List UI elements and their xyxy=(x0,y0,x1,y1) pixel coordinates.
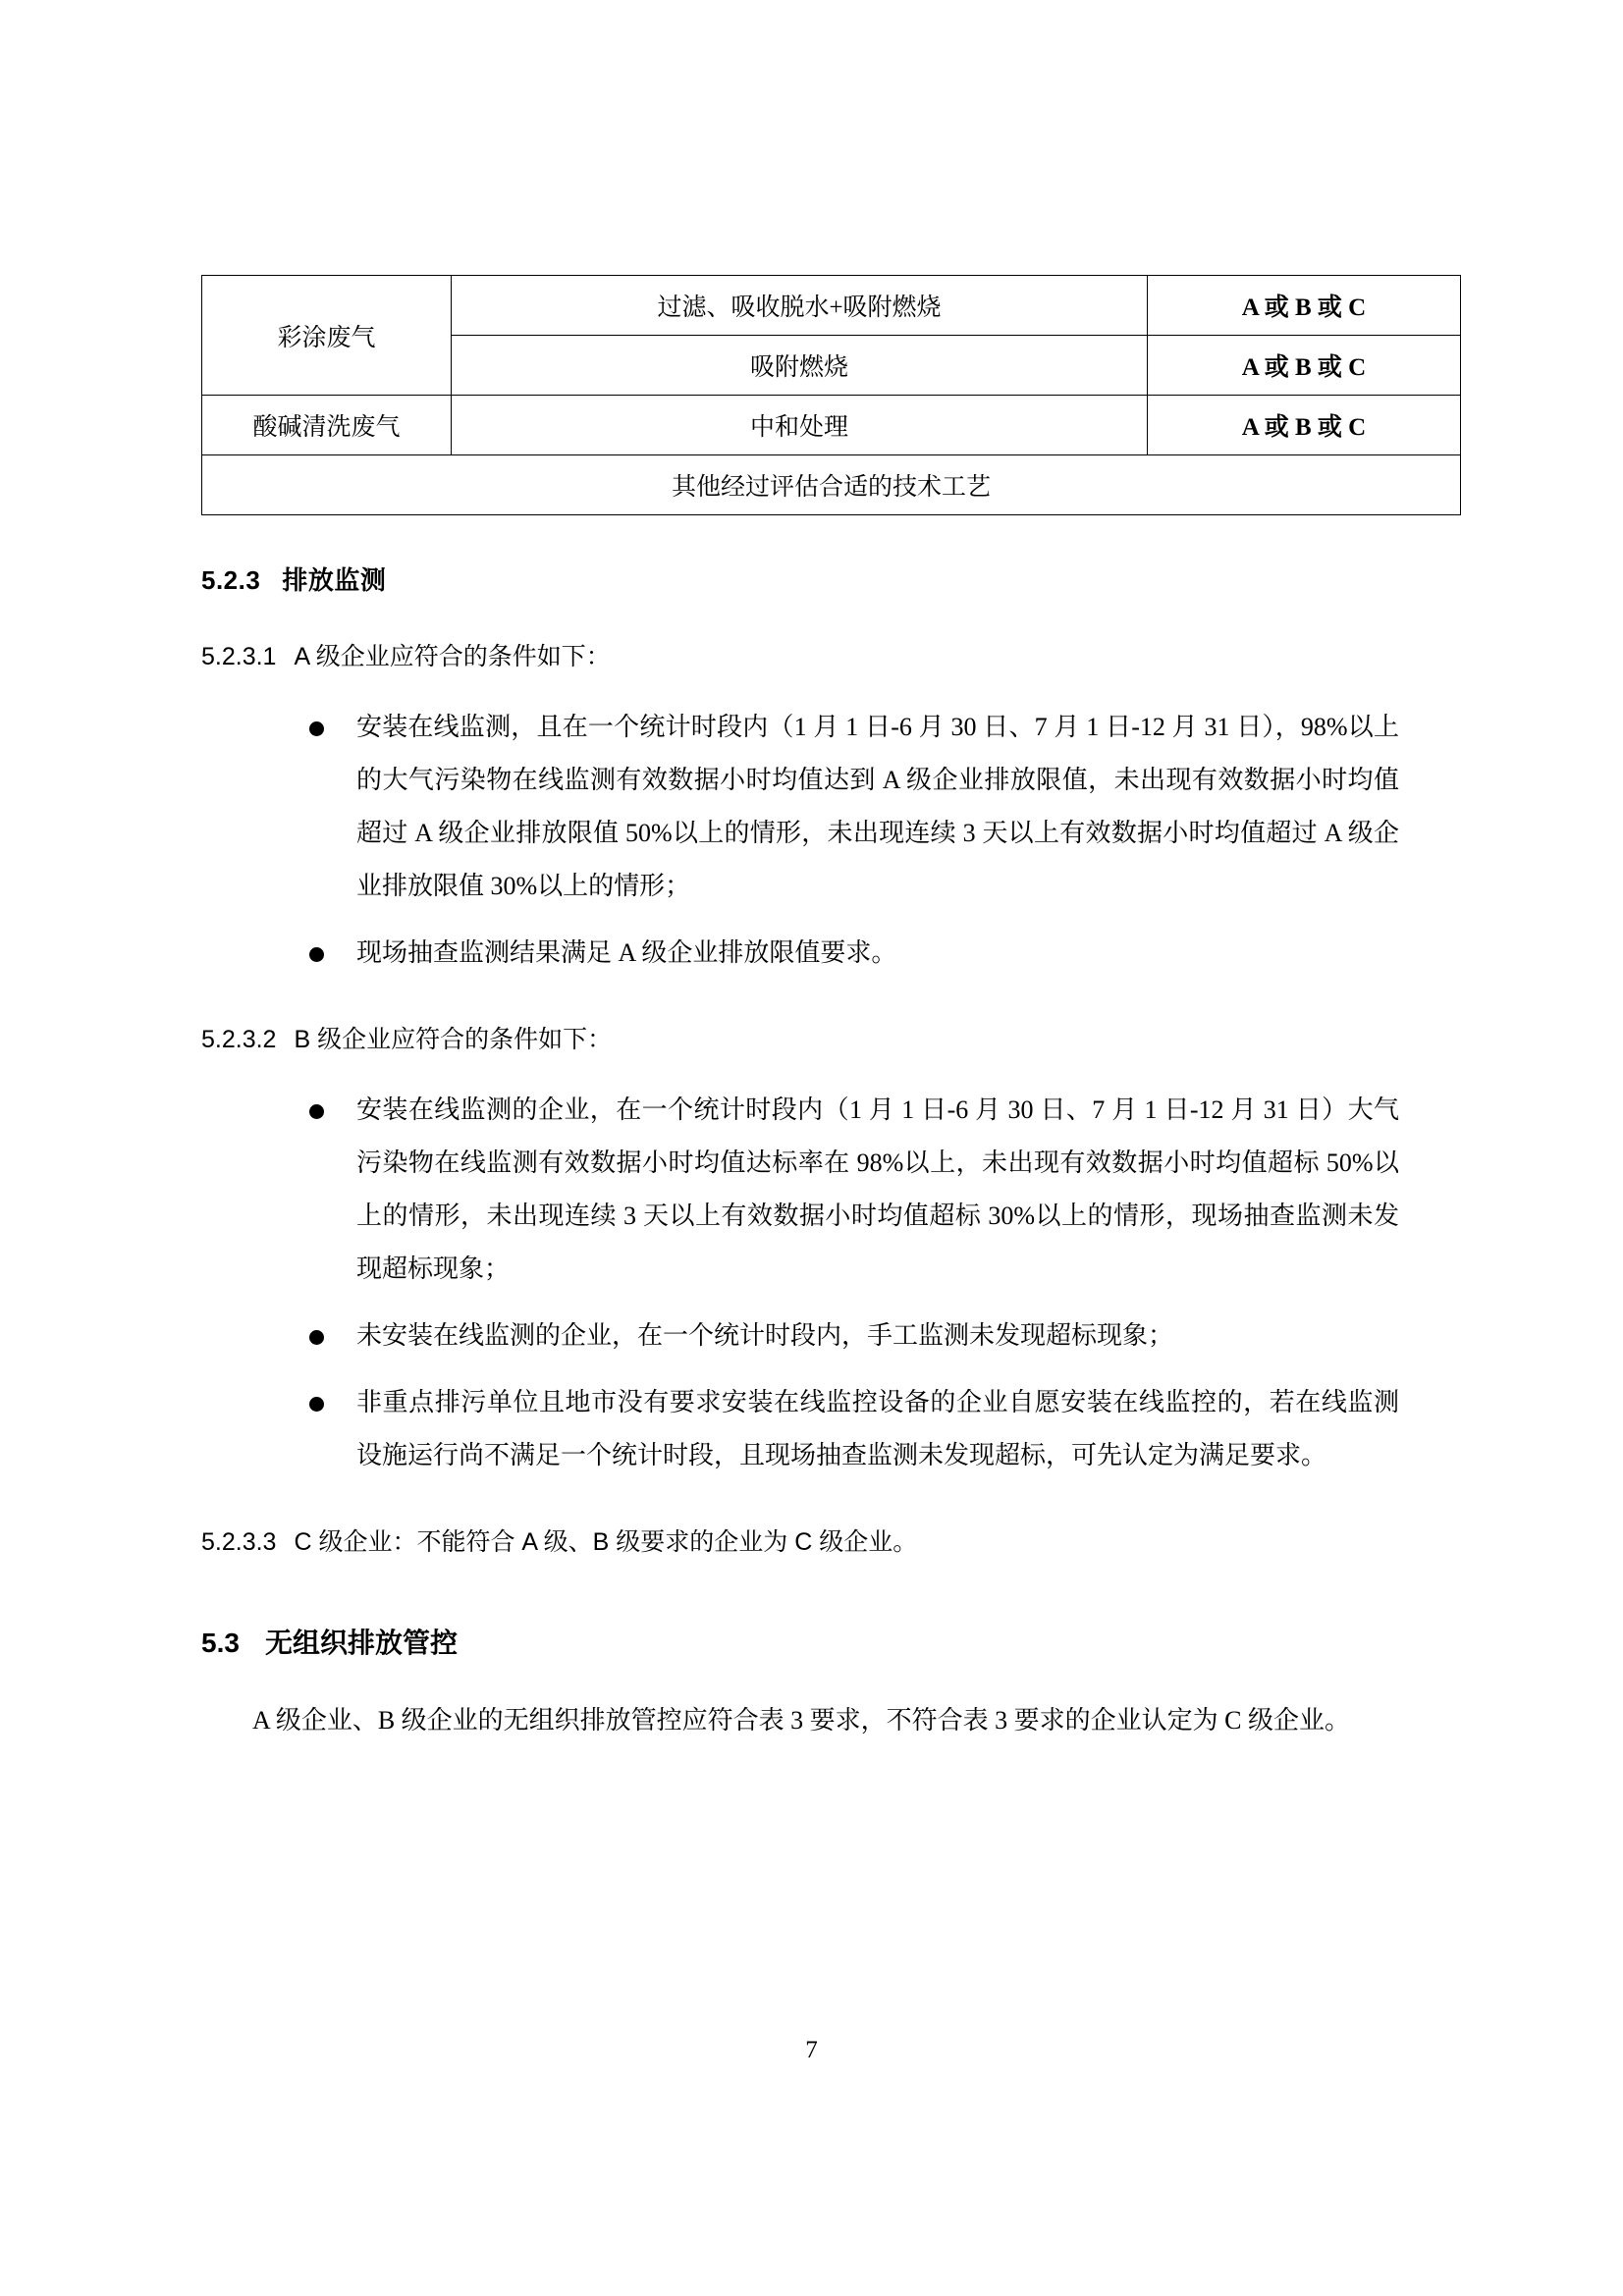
list-item: 非重点排污单位且地市没有要求安装在线监控设备的企业自愿安装在线监控的，若在线监测设施运行尚不满足一个统计时段，且现场抽查监测未发现超标，可先认定为满足要求。 xyxy=(299,1376,1399,1482)
table-footer-row xyxy=(202,455,1461,515)
table-cell-other-process: 其他经过评估合适的技术工艺 xyxy=(202,455,1461,515)
page-number: 7 xyxy=(805,2037,818,2063)
paragraph-5-2-3-3 xyxy=(201,1516,1434,1569)
bullet-list-b-grade xyxy=(299,1084,1399,1482)
section-title-5-3: 无组织排放管控 xyxy=(264,1628,458,1658)
list-item: 现场抽查监测结果满足 A 级企业排放限值要求。 xyxy=(299,927,1399,980)
clause-number-5-2-3-1: 5.2.3.1 xyxy=(201,643,277,670)
section-heading-5-2-3 xyxy=(201,561,1434,597)
list-item: 安装在线监测，且在一个统计时段内（1 月 1 日-6 月 30 日、7 月 1 日-12 月 31 日），98%以上的大气污染物在线监测有效数据小时均值达到 A 级企业排放限值，未出现有效数据小时均值超过 A 级企业排放限值 50%以上的情形，未出现连续 3 天以上有效数据小时均值超过 A 级企业排放限值 30%以上的情形； xyxy=(299,701,1399,913)
table-cell-grade: A 或 B 或 C xyxy=(1148,336,1461,396)
table-cell-grade: A 或 B 或 C xyxy=(1148,396,1461,455)
clause-number-5-2-3-3: 5.2.3.3 xyxy=(201,1528,277,1556)
clause-text-5-2-3-1: A 级企业应符合的条件如下： xyxy=(294,643,611,670)
table-cell-category: 彩涂废气 xyxy=(202,276,452,396)
section-heading-5-3 xyxy=(201,1622,1434,1661)
table-cell-grade: A 或 B 或 C xyxy=(1148,276,1461,336)
clause-text-5-2-3-3: C 级企业：不能符合 A 级、B 级要求的企业为 C 级企业。 xyxy=(294,1528,918,1556)
clause-number-5-2-3-2: 5.2.3.2 xyxy=(201,1026,277,1053)
paragraph-5-2-3-1 xyxy=(201,630,1434,683)
list-item: 未安装在线监测的企业，在一个统计时段内，手工监测未发现超标现象； xyxy=(299,1309,1399,1362)
list-item: 安装在线监测的企业，在一个统计时段内（1 月 1 日-6 月 30 日、7 月 1 日-12 月 31 日）大气污染物在线监测有效数据小时均值达标率在 98%以上，未出现有效数据小时均值超标 50%以上的情形，未出现连续 3 天以上有效数据小时均值超标 30%以上的情形，现场抽查监测未发现超标现象； xyxy=(299,1084,1399,1296)
clause-text-5-2-3-2: B 级企业应符合的条件如下： xyxy=(294,1026,613,1053)
section-number-5-3: 5.3 xyxy=(201,1628,240,1658)
table-cell-process: 中和处理 xyxy=(452,396,1148,455)
paragraph-5-3-body: A 级企业、B 级企业的无组织排放管控应符合表 3 要求，不符合表 3 要求的企业认定为 C 级企业。 xyxy=(252,1706,1351,1735)
table-cell-category: 酸碱清洗废气 xyxy=(202,396,452,455)
paragraph-5-2-3-2 xyxy=(201,1013,1434,1066)
table-cell-process: 吸附燃烧 xyxy=(452,336,1148,396)
page-content xyxy=(201,275,1434,1747)
section-title: 排放监测 xyxy=(282,565,387,595)
table-row xyxy=(202,276,1461,336)
table-cell-process: 过滤、吸收脱水+吸附燃烧 xyxy=(452,276,1148,336)
table-row xyxy=(202,396,1461,455)
bullet-list-a-grade xyxy=(299,701,1399,980)
section-number: 5.2.3 xyxy=(201,565,261,595)
technology-table xyxy=(201,275,1461,515)
